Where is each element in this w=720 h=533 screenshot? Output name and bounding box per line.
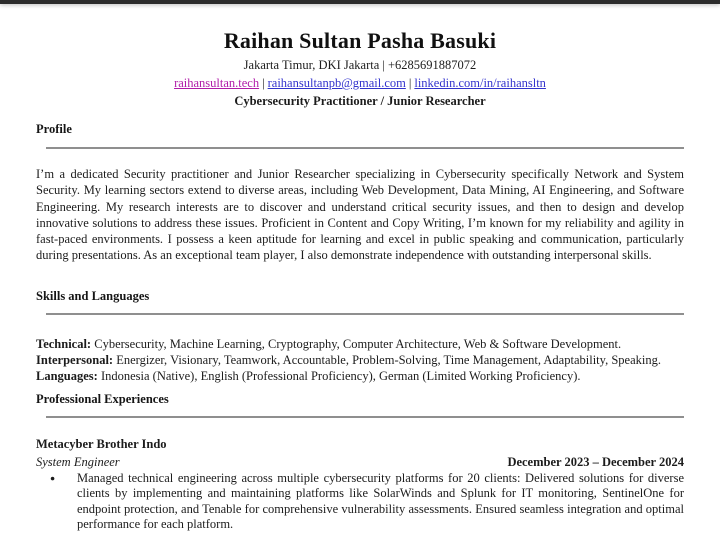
- links-line: [36, 74, 684, 92]
- skills-label: Languages:: [36, 368, 98, 383]
- bullet-list: [36, 471, 684, 533]
- link-separator: |: [262, 76, 265, 90]
- skills-label: Interpersonal:: [36, 352, 114, 367]
- job-title: System Engineer: [36, 454, 120, 469]
- email-link[interactable]: raihansultanpb@gmail.com: [267, 76, 406, 90]
- skills-value: Energizer, Visionary, Teamwork, Accountable, Problem-Solving, Time Management, Adaptability, Speaking.: [113, 352, 661, 367]
- website-link[interactable]: raihansultan.tech: [174, 76, 260, 90]
- skills-row-technical: [36, 336, 684, 352]
- skills-value: Cybersecurity, Machine Learning, Cryptography, Computer Architecture, Web & Software Development.: [91, 336, 622, 351]
- window-top-edge: [0, 0, 720, 4]
- resume-page: [0, 29, 720, 533]
- job-dates: December 2023 – December 2024: [507, 454, 684, 469]
- experience-entry: [36, 437, 684, 533]
- link-separator: |: [408, 76, 412, 90]
- section-heading-profile: Profile: [36, 122, 72, 136]
- section-divider: [46, 147, 684, 149]
- contact-line: Jakarta Timur, DKI Jakarta | +6285691887072: [243, 58, 477, 72]
- skills-list: [36, 336, 684, 384]
- skills-label: Technical:: [36, 336, 92, 351]
- skills-row-interpersonal: [36, 352, 684, 368]
- list-item: [36, 471, 684, 533]
- section-heading-experience: Professional Experiences: [36, 391, 169, 406]
- section-divider: [46, 416, 684, 418]
- skills-row-languages: [36, 368, 684, 384]
- bullet-icon: ●: [50, 472, 56, 483]
- profile-paragraph: I’m a dedicated Security practitioner and Junior Researcher specializing in Cybersecurity specifically Network and System Security. My learning sectors extend to diverse areas, including Web Development, Data Mining, AI Engineering, and Software Engineering. My research interests are to discover and understand critical security issues, and then to design and develop innovative solutions to address these issues. Proficient in Content and Copy Writing, I’m known for my reliability and agility in fast-paced environments. I possess a keen aptitude for learning and excel in public speaking and communication, particularly during presentations. As an exceptional team player, I also demonstrate independence with outstanding interpersonal skills.: [36, 167, 684, 263]
- resume-name: Raihan Sultan Pasha Basuki: [223, 28, 497, 53]
- skills-value: Indonesia (Native), English (Professional Proficiency), German (Limited Working Proficiency).: [97, 368, 581, 383]
- role-and-dates-row: [36, 455, 684, 469]
- section-heading-skills: Skills and Languages: [36, 288, 150, 303]
- section-divider: [46, 313, 684, 315]
- company-name: Metacyber Brother Indo: [36, 436, 167, 451]
- bullet-text: Managed technical engineering across multiple cybersecurity platforms for 20 clients: Delivered solutions for diverse clients by implementing and maintaining platforms like SolarWinds and Splunk for IT monitoring, SentinelOne for endpoint protection, and Tenable for comprehensive vulnerability assessments. Ensured seamless integration and optimal performance for each platform.: [77, 470, 684, 532]
- linkedin-link[interactable]: linkedin.com/in/raihansltn: [414, 76, 546, 90]
- professional-title: Cybersecurity Practitioner / Junior Researcher: [234, 94, 486, 108]
